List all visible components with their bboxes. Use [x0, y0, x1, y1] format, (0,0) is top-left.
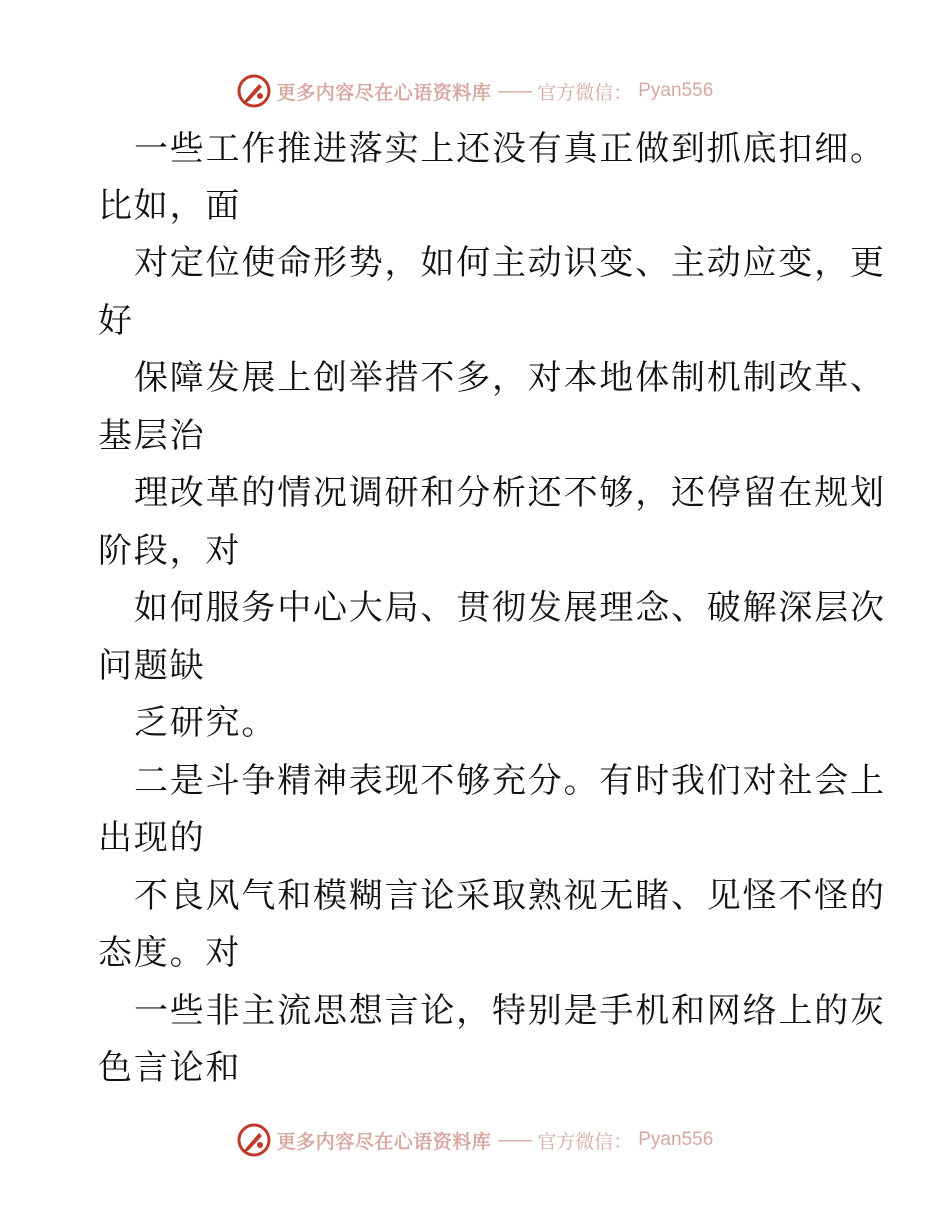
banner-wechat-id: Pyan556	[638, 80, 714, 101]
banner-wechat-id: Pyan556	[638, 1129, 714, 1150]
text-line: 好	[98, 301, 134, 341]
text-line: 阶段，对	[98, 531, 242, 571]
text-line: 态度。对	[98, 933, 242, 973]
banner-slogan: 更多内容尽在心语资料库	[276, 81, 492, 104]
pen-logo-icon	[237, 74, 271, 108]
footer-banner	[0, 1120, 950, 1160]
banner-slogan: 更多内容尽在心语资料库	[276, 1130, 492, 1153]
text-line: 对定位使命形势，如何主动识变、主动应变，更	[134, 243, 886, 283]
banner-dash: ——	[497, 1129, 532, 1151]
text-line: 比如，面	[98, 186, 242, 226]
text-line: 基层治	[98, 416, 206, 456]
text-line: 问题缺	[98, 646, 206, 686]
text-line: 色言论和	[98, 1048, 242, 1088]
header-banner	[0, 71, 950, 111]
text-line: 如何服务中心大局、贯彻发展理念、破解深层次	[134, 588, 886, 628]
text-line: 乏研究。	[134, 703, 278, 743]
text-line: 理改革的情况调研和分析还不够，还停留在规划	[134, 473, 886, 513]
text-line: 出现的	[98, 818, 206, 858]
pen-logo-icon	[237, 1123, 271, 1157]
text-line: 二是斗争精神表现不够充分。有时我们对社会上	[134, 761, 886, 801]
banner-wechat-label: 官方微信：	[537, 81, 633, 104]
text-line: 保障发展上创举措不多，对本地体制机制改革、	[134, 358, 886, 398]
banner-dash: ——	[497, 80, 532, 102]
text-line: 一些工作推进落实上还没有真正做到抓底扣细。	[134, 129, 886, 169]
text-line: 不良风气和模糊言论采取熟视无睹、见怪不怪的	[134, 876, 886, 916]
banner-wechat-label: 官方微信：	[537, 1130, 633, 1153]
text-line: 一些非主流思想言论，特别是手机和网络上的灰	[134, 991, 886, 1031]
